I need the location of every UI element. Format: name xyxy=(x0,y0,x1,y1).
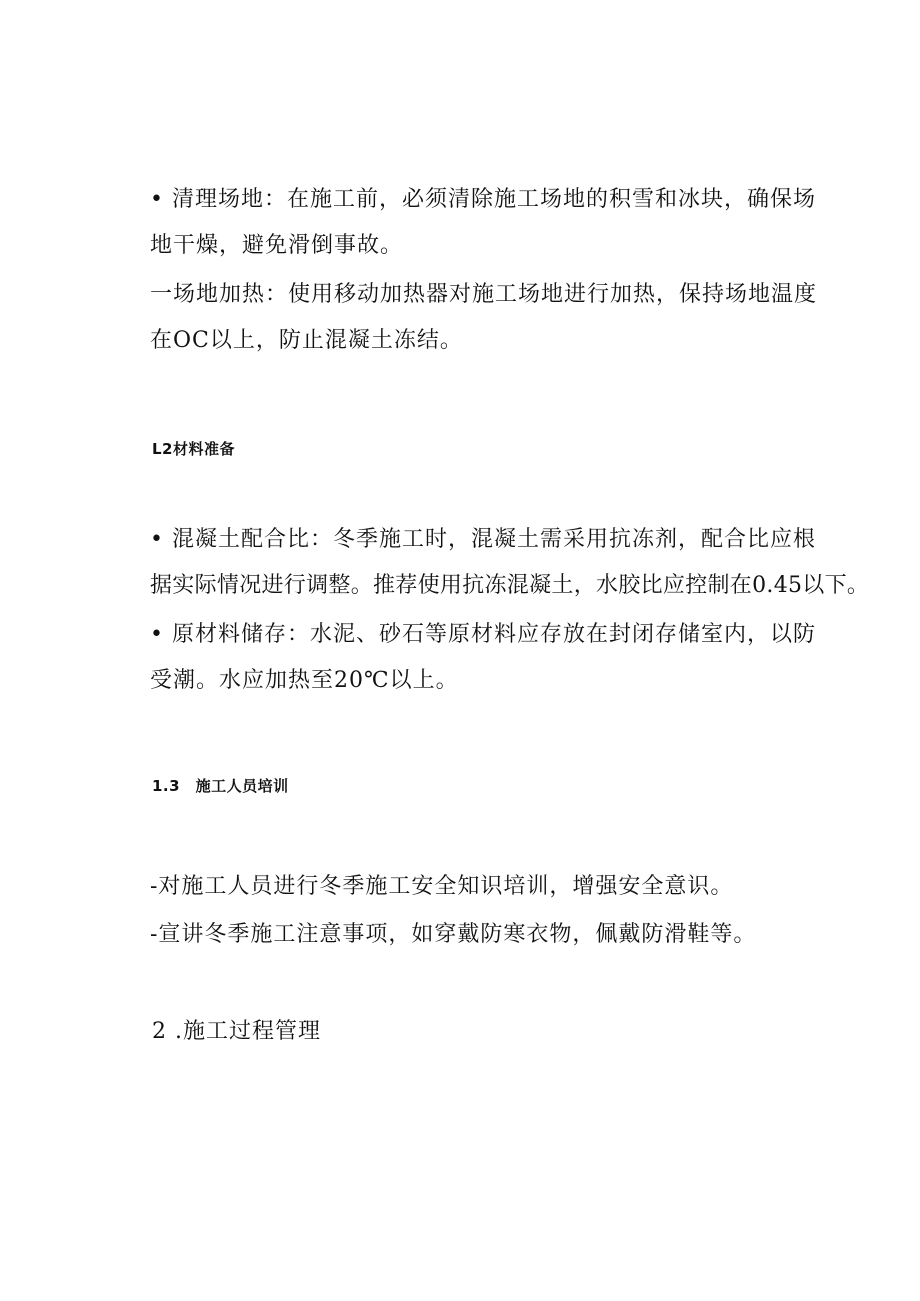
paragraph-mix-ratio xyxy=(150,517,870,609)
paragraph-site-clearing xyxy=(150,177,830,269)
paragraph-line: 据实际情况进行调整。推荐使用抗冻混凝土，水胶比应控制在0.45以下。 xyxy=(150,573,870,598)
section-heading-training: 1.3 施工人员培训 xyxy=(152,777,289,795)
paragraph-line: 地干燥，避免滑倒事故。 xyxy=(150,233,404,258)
section-heading-materials: L2材料准备 xyxy=(152,440,235,458)
paragraph-line: • 原材料储存：水泥、砂石等原材料应存放在封闭存储室内，以防 xyxy=(150,622,816,647)
section-heading-process-management: 2 .施工过程管理 xyxy=(152,1019,321,1044)
paragraph-line: • 混凝土配合比：冬季施工时，混凝土需采用抗冻剂，配合比应根 xyxy=(150,527,816,552)
paragraph-line: 在OC以上，防止混凝土冻结。 xyxy=(150,328,463,353)
paragraph-site-heating xyxy=(150,272,830,364)
paragraph-line: 受潮。水应加热至20℃以上。 xyxy=(150,668,459,693)
list-item-training: -对施工人员进行冬季施工安全知识培训，增强安全意识。 xyxy=(150,874,734,899)
paragraph-line: • 清理场地：在施工前，必须清除施工场地的积雪和冰块，确保场 xyxy=(150,187,816,212)
paragraph-line: 一场地加热：使用移动加热器对施工场地进行加热，保持场地温度 xyxy=(150,282,818,307)
paragraph-material-storage xyxy=(150,612,830,704)
list-item-briefing: -宣讲冬季施工注意事项，如穿戴防寒衣物，佩戴防滑鞋等。 xyxy=(150,922,757,947)
